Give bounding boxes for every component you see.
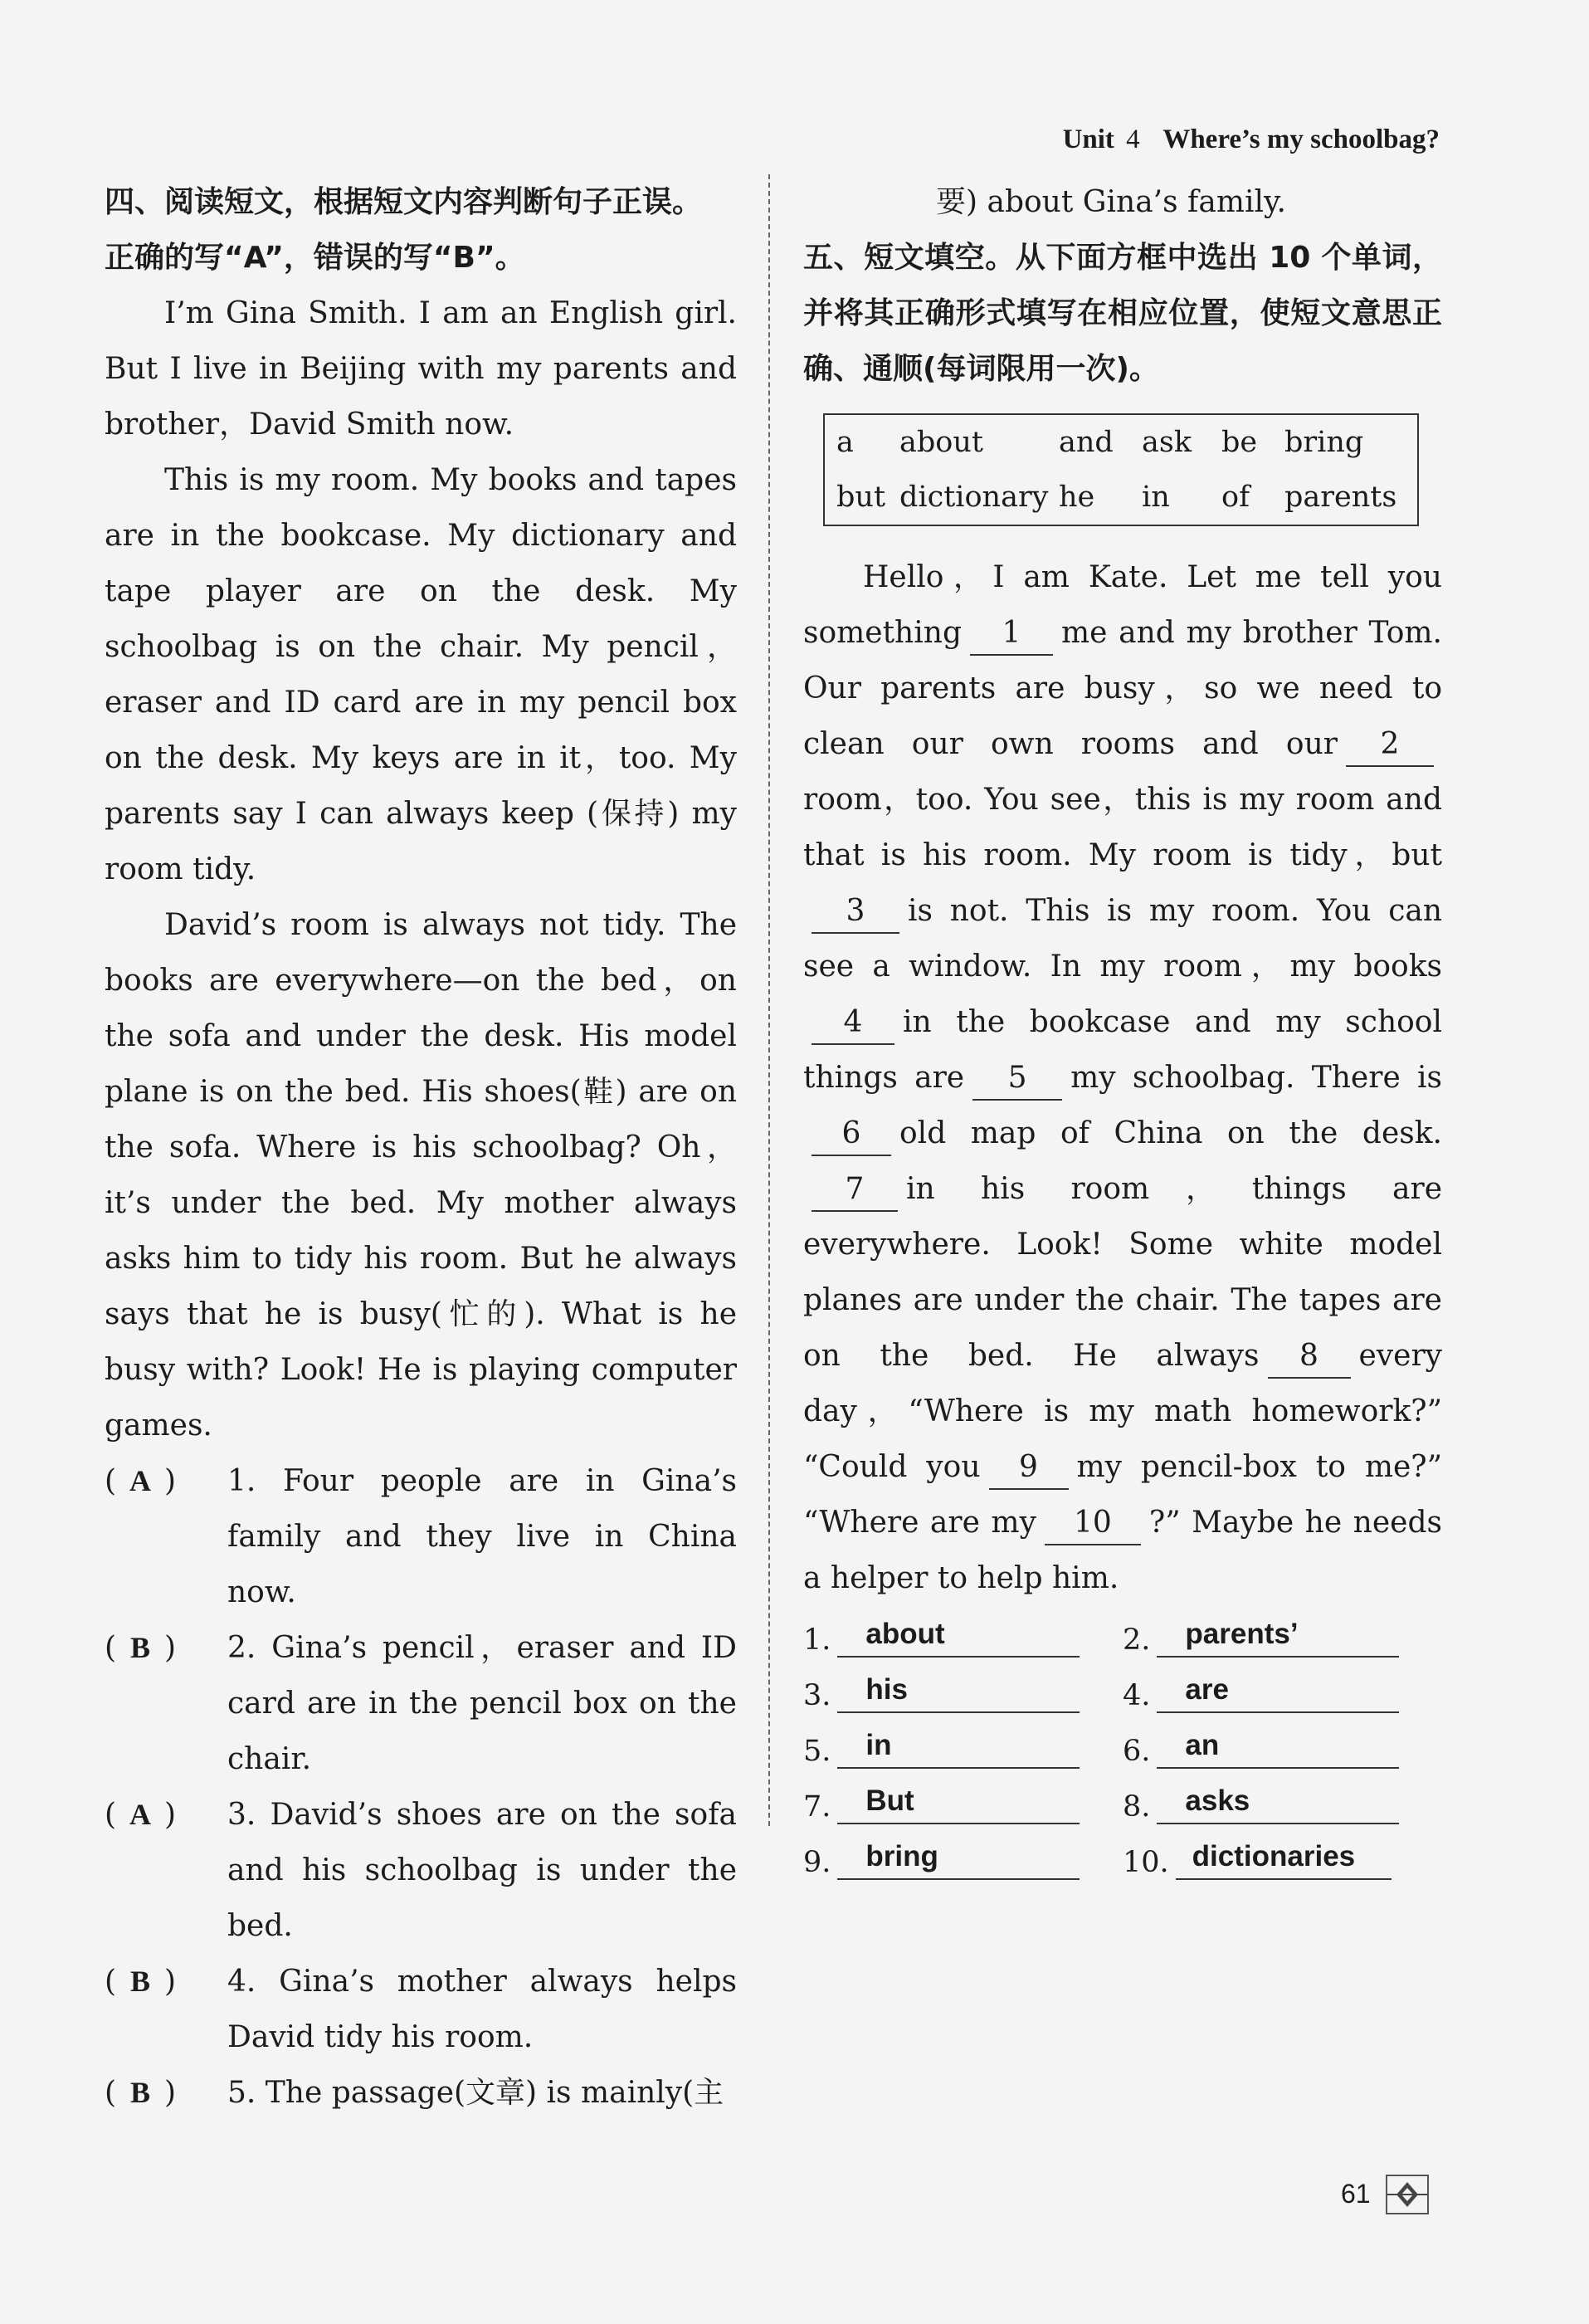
question-4: ( B ) 4. Gina’s mother always helps David tidy his room. bbox=[105, 1954, 737, 2065]
word: but bbox=[836, 481, 886, 514]
reading-paragraph: This is my room. My books and tapes are in the bookcase. My dictionary and tape player are on the desk. My schoolbag is on the chair. My pencil，eraser and ID card are in my pencil box on the desk. My keys are in it，too. My parents say I can always keep (保持) my room tidy. bbox=[105, 463, 737, 886]
answer-value: an bbox=[1157, 1724, 1399, 1769]
word: and bbox=[1059, 426, 1114, 459]
blank-7: 7 bbox=[812, 1169, 898, 1212]
question-5: ( B ) 5. The passage(文章) is mainly(主 bbox=[105, 2065, 737, 2121]
answer-item bbox=[803, 1724, 1123, 1780]
question-text: 3. David’s shoes are on the sofa and his schoolbag is under the bed. bbox=[227, 1798, 737, 1943]
blank-5: 5 bbox=[972, 1057, 1062, 1101]
unit-number: 4 bbox=[1126, 124, 1140, 154]
answer-item bbox=[803, 1668, 1123, 1724]
answer-3: A bbox=[129, 1798, 152, 1831]
word: of bbox=[1221, 481, 1250, 514]
question-2: ( B ) 2. Gina’s pencil，eraser and ID card are in the pencil box on the chair. bbox=[105, 1620, 737, 1787]
word: he bbox=[1059, 481, 1095, 514]
answer-item bbox=[1123, 1724, 1442, 1780]
answer-5: B bbox=[130, 2076, 151, 2109]
word: bring bbox=[1284, 426, 1364, 459]
section-5-title: 五、短文填空。从下面方框中选出 10 个单词，并将其正确形式填写在相应位置，使短文意思正确、通顺(每词限用一次)。 bbox=[803, 241, 1442, 386]
answer-item bbox=[1123, 1780, 1442, 1835]
diamond-icon bbox=[1386, 2175, 1429, 2214]
word: parents bbox=[1284, 481, 1397, 514]
unit-label: Unit bbox=[1062, 124, 1114, 154]
answer-number: 6. bbox=[1123, 1735, 1151, 1768]
passage-text: Hello，I am Kate. Let me tell you something bbox=[803, 560, 1442, 650]
word: a bbox=[836, 426, 854, 459]
right-column bbox=[803, 174, 1442, 1891]
question-text: 5. The passage(文章) is mainly(主 bbox=[227, 2076, 724, 2110]
answer-number: 3. bbox=[803, 1679, 831, 1712]
answer-number: 10. bbox=[1123, 1846, 1169, 1879]
word-row bbox=[836, 415, 1406, 470]
blank-10: 10 bbox=[1045, 1502, 1141, 1545]
answer-value: in bbox=[837, 1724, 1080, 1769]
word-row bbox=[836, 470, 1406, 525]
blank-6: 6 bbox=[812, 1113, 891, 1156]
answer-value: But bbox=[837, 1780, 1080, 1824]
passage-text: is not. This is my room. You can see a window. In my room，my books bbox=[803, 894, 1442, 984]
passage-text: in his room，things are everywhere. Look! Some white model planes are under the chair. The tapes are on the bed. He always bbox=[803, 1172, 1442, 1373]
answer-value: are bbox=[1157, 1668, 1399, 1713]
question-5-continuation: 要) about Gina’s family. bbox=[936, 185, 1286, 219]
answer-1: A bbox=[129, 1464, 152, 1497]
cloze-passage bbox=[803, 549, 1442, 1606]
passage-text: every day，“Where is my math homework?” “Could you bbox=[803, 1339, 1442, 1484]
passage-text: room，too. You see，this is my room and that is his room. My room is tidy，but bbox=[803, 783, 1442, 872]
question-1: ( A ) 1. Four people are in Gina’s family and they live in China now. bbox=[105, 1453, 737, 1620]
word: in bbox=[1142, 481, 1170, 514]
passage-text: in the bookcase and my school things are bbox=[803, 1005, 1442, 1095]
passage-text: my pencil-box to me?” “Where are my bbox=[803, 1450, 1442, 1540]
answer-item bbox=[803, 1780, 1123, 1835]
answer-item bbox=[1123, 1613, 1442, 1668]
reading-paragraph: I’m Gina Smith. I am an English girl. But I live in Beijing with my parents and brother，David Smith now. bbox=[105, 296, 737, 442]
answer-lines bbox=[803, 1613, 1442, 1891]
word: be bbox=[1221, 426, 1258, 459]
question-3: ( A ) 3. David’s shoes are on the sofa and his schoolbag is under the bed. bbox=[105, 1787, 737, 1954]
page-number: 61 bbox=[1341, 2179, 1371, 2209]
answer-number: 5. bbox=[803, 1735, 831, 1768]
answer-value: parents’ bbox=[1157, 1613, 1399, 1658]
blank-9: 9 bbox=[989, 1447, 1069, 1490]
word-box bbox=[823, 413, 1419, 526]
answer-value: his bbox=[837, 1668, 1080, 1713]
answer-number: 2. bbox=[1123, 1623, 1151, 1657]
answer-value: about bbox=[837, 1613, 1080, 1658]
answer-value: bring bbox=[837, 1835, 1080, 1880]
answer-number: 4. bbox=[1123, 1679, 1151, 1712]
answer-item bbox=[803, 1835, 1123, 1891]
answer-item bbox=[1123, 1835, 1442, 1891]
column-divider bbox=[768, 174, 770, 1826]
section-4-title-line1: 四、阅读短文，根据短文内容判断句子正误。 bbox=[105, 185, 703, 219]
blank-3: 3 bbox=[812, 891, 899, 934]
answer-4: B bbox=[130, 1965, 151, 1998]
passage-text: me and my brother Tom. Our parents are busy，so we need to clean our own rooms and our bbox=[803, 616, 1442, 761]
answer-number: 9. bbox=[803, 1846, 831, 1879]
answer-value: asks bbox=[1157, 1780, 1399, 1824]
word: about bbox=[899, 426, 983, 459]
question-text: 2. Gina’s pencil，eraser and ID card are in the pencil box on the chair. bbox=[227, 1631, 737, 1776]
blank-4: 4 bbox=[812, 1002, 894, 1045]
answer-item bbox=[803, 1613, 1123, 1668]
answer-2: B bbox=[130, 1631, 151, 1664]
answer-item bbox=[1123, 1668, 1442, 1724]
answer-number: 1. bbox=[803, 1623, 831, 1657]
word: ask bbox=[1142, 426, 1192, 459]
answer-number: 7. bbox=[803, 1790, 831, 1824]
passage-text: my schoolbag. There is bbox=[1070, 1061, 1442, 1095]
question-text: 4. Gina’s mother always helps David tidy his room. bbox=[227, 1965, 737, 2054]
answer-value: dictionaries bbox=[1176, 1835, 1392, 1880]
section-4 bbox=[105, 174, 737, 2121]
page-header bbox=[1063, 124, 1440, 155]
blank-8: 8 bbox=[1268, 1335, 1351, 1379]
reading-paragraph: David’s room is always not tidy. The books are everywhere—on the bed，on the sofa and under the desk. His model plane is on the bed. His shoes(鞋) are on the sofa. Where is his schoolbag? Oh，it’s under the bed. My mother always asks him to tidy his room. But he always says that he is busy(忙的). What is he busy with? Look! He is playing computer games. bbox=[105, 908, 737, 1443]
answer-number: 8. bbox=[1123, 1790, 1151, 1824]
blank-2: 2 bbox=[1346, 724, 1434, 767]
blank-1: 1 bbox=[970, 613, 1053, 656]
question-text: 1. Four people are in Gina’s family and they live in China now. bbox=[227, 1464, 737, 1609]
unit-title: Where’s my schoolbag? bbox=[1163, 124, 1440, 154]
passage-text: old map of China on the desk. bbox=[899, 1116, 1442, 1150]
section-4-title-line2: 正确的写“A”，错误的写“B”。 bbox=[105, 241, 525, 275]
word: dictionary bbox=[899, 481, 1049, 514]
passage-text: ?” Maybe he needs a helper to help him. bbox=[803, 1506, 1442, 1595]
